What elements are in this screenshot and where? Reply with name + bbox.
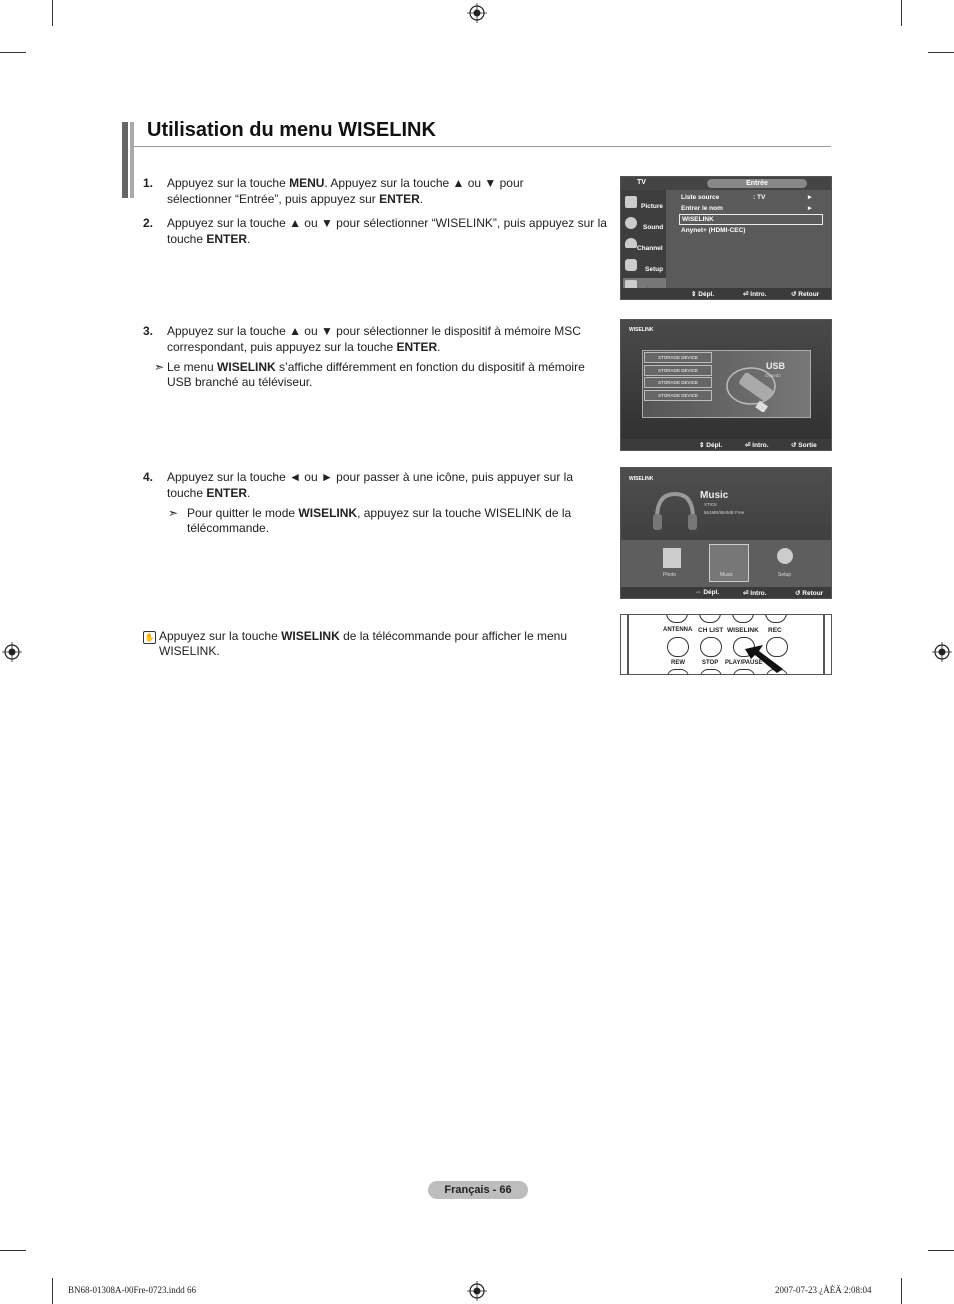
- storage-device-option[interactable]: STORAGE DEVICE: [644, 377, 712, 388]
- remote-button: [765, 614, 787, 623]
- storage-device-option[interactable]: STORAGE DEVICE: [644, 390, 712, 401]
- crop-mark: [52, 0, 53, 26]
- headphones-icon: [649, 486, 701, 538]
- registration-mark-icon: [932, 642, 952, 662]
- tv-bottom-bar: [621, 288, 831, 299]
- menu-item-liste-source[interactable]: [681, 194, 813, 201]
- remote-button: [699, 614, 721, 623]
- hint-label: Intro.: [752, 442, 769, 449]
- sidebar-item-setup[interactable]: [623, 257, 666, 276]
- title-accent-bar: [122, 122, 128, 198]
- crop-mark: [901, 0, 902, 26]
- wiselink-bottom-bar: [621, 439, 831, 450]
- step-3: [143, 323, 608, 355]
- menu-item-entrer-le-nom[interactable]: [681, 205, 813, 212]
- hint-enter: ⏎ Intro.: [745, 442, 769, 449]
- note-arrow-icon: ➣: [154, 360, 165, 374]
- step-text: . Appuyez sur la touche ▲ ou ▼ pour: [324, 176, 524, 190]
- note-text: , appuyez sur la touche WISELINK de la: [357, 506, 572, 520]
- step-text: Appuyez sur la touche: [167, 176, 290, 190]
- step-number: 2.: [143, 216, 154, 230]
- date-slug: 2007-07-23 ¿ÀÈÄ 2:08:04: [775, 1285, 872, 1295]
- sidebar-item-sound[interactable]: [623, 215, 666, 234]
- remote-note: [143, 629, 593, 659]
- menu-item-label: Anynet+ (HDMI-CEC): [681, 227, 746, 234]
- key-name: ENTER: [206, 486, 248, 500]
- hint-return: ↺ Retour: [795, 590, 824, 597]
- note-step-4: [168, 506, 588, 536]
- note-text: s’affiche différemment en fonction du dispositif à mémoire: [275, 360, 585, 374]
- remote-edge: [627, 615, 629, 674]
- hint-move: ⇕ Dépl.: [699, 442, 723, 449]
- wiselink-logo: WISELINK: [629, 327, 654, 333]
- hint-label: Retour: [798, 291, 820, 298]
- stop-label: STOP: [702, 660, 719, 666]
- sidebar-item-label: Setup: [645, 266, 664, 273]
- hint-label: Dépl.: [698, 291, 715, 298]
- wiselink-music-screen: [620, 467, 832, 599]
- step-text: .: [247, 232, 251, 246]
- crop-mark: [0, 1250, 26, 1251]
- tv-label: TV: [637, 179, 646, 186]
- crop-mark: [0, 52, 26, 53]
- setup-icon[interactable]: [777, 548, 793, 564]
- hint-exit: ↺ Sortie: [791, 442, 817, 449]
- setup-icon: [625, 259, 637, 271]
- step-text: .: [419, 192, 424, 206]
- channel-icon: [625, 238, 637, 248]
- hint-return: ↺ Retour: [791, 291, 820, 298]
- menu-item-label: WISELINK: [682, 216, 714, 223]
- crop-mark: [928, 1250, 954, 1251]
- storage-device-option[interactable]: STORAGE DEVICE: [644, 365, 712, 376]
- note-arrow-icon: ➣: [168, 506, 179, 520]
- step-text: Appuyez sur la touche ◄ ou ► pour passer à une icône, puis appuyer sur la: [167, 470, 573, 484]
- storage-free: 861MB/994MB Free: [704, 510, 745, 515]
- menu-item-wiselink[interactable]: [679, 214, 823, 225]
- hint-label: Sortie: [798, 442, 817, 449]
- photo-icon[interactable]: [663, 548, 681, 568]
- step-text: touche: [167, 486, 207, 500]
- page-number-badge: Français - 66: [428, 1181, 528, 1199]
- stop-button[interactable]: [700, 669, 722, 675]
- note-step-3: [154, 360, 604, 390]
- sidebar-item-channel[interactable]: [623, 236, 666, 255]
- note-text: USB branché au téléviseur.: [167, 375, 313, 389]
- title-accent-bar: [130, 122, 134, 198]
- step-text: sélectionner “Entrée”, puis appuyez sur: [167, 192, 380, 206]
- step-text: Appuyez sur la touche ▲ ou ▼ pour sélectionner le dispositif à mémoire MSC: [167, 324, 581, 338]
- hint-enter: ⏎ Intro.: [743, 291, 767, 298]
- menu-item-anynet[interactable]: [681, 227, 813, 234]
- hint-label: Retour: [802, 590, 824, 597]
- page-title: Utilisation du menu WISELINK: [147, 119, 436, 141]
- pointer-arrow-icon: [743, 643, 793, 675]
- device-name: XTICK: [704, 502, 718, 507]
- usb-label: USB: [766, 361, 786, 371]
- step-text: .: [247, 486, 251, 500]
- step-4: [143, 469, 608, 501]
- key-name: WISELINK: [298, 506, 358, 520]
- registration-mark-icon: [467, 1281, 487, 1301]
- sidebar-item-label: Picture: [641, 203, 664, 210]
- section-title: Music: [700, 490, 729, 501]
- crop-mark: [928, 52, 954, 53]
- hint-label: Dépl.: [703, 589, 720, 596]
- icon-label-photo: Photo: [663, 572, 677, 578]
- step-1: [143, 175, 608, 207]
- hint-enter: ⏎ Intro.: [743, 590, 767, 597]
- wiselink-storage-screen: [620, 319, 832, 451]
- key-name: ENTER: [396, 340, 438, 354]
- key-name: MENU: [289, 176, 325, 190]
- tv-menu-screen: [620, 176, 832, 300]
- remote-edge: [823, 615, 825, 674]
- menu-item-label: Entrer le nom: [681, 205, 723, 212]
- sound-icon: [625, 217, 637, 229]
- menu-item-value: : TV: [753, 194, 766, 201]
- crop-mark: [901, 1278, 902, 1304]
- step-text: correspondant, puis appuyez sur la touche: [167, 340, 397, 354]
- antenna-label: ANTENNA: [663, 627, 693, 633]
- wiselink-logo: WISELINK: [629, 476, 654, 482]
- registration-mark-icon: [2, 642, 22, 662]
- menu-item-label: Liste source: [681, 194, 720, 201]
- step-number: 4.: [143, 470, 154, 484]
- step-text: Appuyez sur la touche ▲ ou ▼ pour sélectionner “WISELINK”, puis appuyez sur la: [167, 216, 607, 230]
- crop-mark: [52, 1278, 53, 1304]
- sidebar-item-label: Channel: [637, 245, 663, 252]
- remote-illustration: [620, 614, 832, 675]
- usb-sublabel: Gesedo: [765, 373, 781, 378]
- note-text: Le menu: [167, 360, 218, 374]
- antenna-button[interactable]: [667, 637, 689, 657]
- arrow-right-icon: ►: [806, 205, 813, 212]
- step-number: 1.: [143, 176, 154, 190]
- play-pause-label: PLAY/PAUSE: [725, 660, 763, 666]
- note-text: Pour quitter le mode: [187, 506, 299, 520]
- wiselink-label: WISELINK: [727, 627, 759, 634]
- registration-mark-icon: [467, 3, 487, 23]
- key-name: WISELINK: [217, 360, 276, 374]
- ch-list-label: CH LIST: [698, 627, 724, 634]
- sidebar-item-label: Sound: [643, 224, 664, 231]
- hint-label: Intro.: [750, 291, 767, 298]
- title-rule: [134, 146, 831, 147]
- storage-device-option[interactable]: STORAGE DEVICE: [644, 352, 712, 363]
- menu-header-pill: [707, 179, 807, 188]
- step-text: .: [437, 340, 441, 354]
- rec-label: REC: [768, 627, 782, 634]
- tv-menu-header: [621, 177, 831, 190]
- note-text: WISELINK.: [159, 644, 220, 658]
- menu-header-label: Entrée: [746, 180, 768, 187]
- note-text: télécommande.: [187, 521, 270, 535]
- icon-label-setup: Setup: [778, 572, 792, 578]
- hand-icon: ✋: [144, 633, 155, 642]
- hint-move: ⇔ Dépl.: [695, 589, 720, 596]
- rew-label: REW: [671, 660, 685, 666]
- step-number: 3.: [143, 324, 154, 338]
- icon-label-music: Music: [720, 572, 734, 578]
- step-text: touche: [167, 232, 207, 246]
- music-bottom-bar: [621, 587, 831, 598]
- file-slug: BN68-01308A-00Fre-0723.indd 66: [68, 1285, 196, 1295]
- note-text: de la télécommande pour afficher le menu: [339, 629, 567, 643]
- key-name: WISELINK: [281, 629, 340, 643]
- remote-button: [666, 614, 688, 623]
- hint-label: Intro.: [750, 590, 767, 597]
- arrow-right-icon: ►: [806, 194, 813, 201]
- sidebar-item-picture[interactable]: [623, 194, 666, 213]
- picture-icon: [625, 196, 637, 208]
- hint-label: Dépl.: [706, 442, 723, 449]
- step-2: [143, 215, 613, 247]
- rew-button[interactable]: [667, 669, 689, 675]
- ch-list-button[interactable]: [700, 637, 722, 657]
- hint-move: ⇕ Dépl.: [691, 291, 715, 298]
- remote-button: [732, 614, 754, 623]
- note-text: Appuyez sur la touche: [159, 629, 282, 643]
- key-name: ENTER: [206, 232, 248, 246]
- key-name: ENTER: [379, 192, 420, 206]
